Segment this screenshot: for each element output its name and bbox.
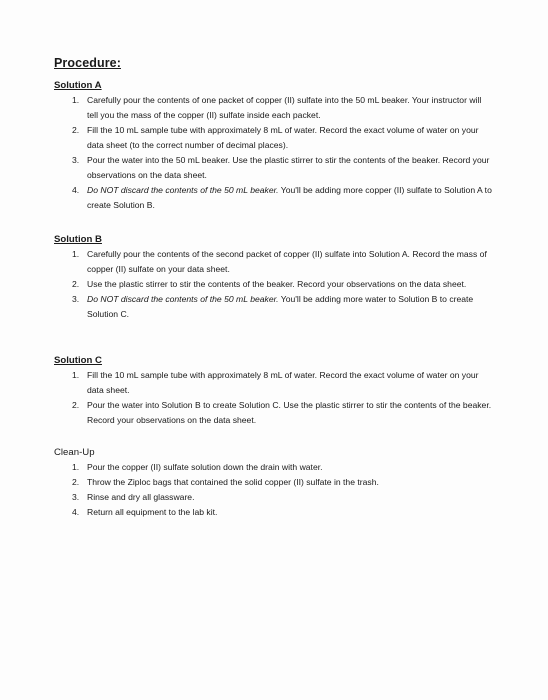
step-number: 3.	[72, 492, 80, 502]
step-item	[54, 153, 494, 183]
step-item	[54, 247, 494, 277]
section-heading-solution-a: Solution A	[54, 80, 102, 91]
step-number: 1.	[72, 462, 80, 472]
section-heading-clean-up: Clean-Up	[54, 447, 95, 458]
step-item	[54, 475, 494, 490]
step-text: Pour the water into Solution B to create Solution C. Use the plastic stirrer to stir the contents of the beaker. Record your observations on the data sheet.	[87, 400, 492, 425]
step-number: 1.	[72, 370, 80, 380]
step-item	[54, 460, 494, 475]
step-text: Fill the 10 mL sample tube with approximately 8 mL of water. Record the exact volume of water on your data sheet.	[87, 370, 479, 395]
page-title: Procedure:	[54, 56, 121, 70]
step-number: 2.	[72, 279, 80, 289]
steps-list-clean-up	[54, 460, 494, 520]
step-item	[54, 183, 494, 213]
section-solution-c	[54, 355, 494, 428]
step-text: Rinse and dry all glassware.	[87, 492, 195, 502]
step-number: 4.	[72, 507, 80, 517]
step-number: 2.	[72, 477, 80, 487]
section-clean-up	[54, 447, 494, 520]
step-number: 1.	[72, 249, 80, 259]
step-item	[54, 277, 494, 292]
section-solution-a	[54, 80, 494, 213]
step-item	[54, 490, 494, 505]
step-text: You'll be adding more copper (II) sulfate to Solution A to create Solution B.	[87, 185, 492, 210]
step-item	[54, 505, 494, 520]
step-text: Carefully pour the contents of the second packet of copper (II) sulfate into Solution A. Record the mass of copper (II) sulfate on your data sheet.	[87, 249, 487, 274]
step-text: Pour the copper (II) sulfate solution down the drain with water.	[87, 462, 323, 472]
section-heading-solution-c: Solution C	[54, 355, 102, 366]
step-item	[54, 123, 494, 153]
section-heading-solution-b: Solution B	[54, 234, 102, 245]
step-text: Use the plastic stirrer to stir the contents of the beaker. Record your observations on the data sheet.	[87, 279, 467, 289]
steps-list-solution-c	[54, 368, 494, 428]
step-number: 3.	[72, 294, 80, 304]
step-warning-italic: Do NOT discard the contents of the 50 mL beaker.	[87, 294, 279, 304]
step-text: Carefully pour the contents of one packet of copper (II) sulfate into the 50 mL beaker. Your instructor will tell you the mass of the copper (II) sulfate inside each packet.	[87, 95, 482, 120]
step-item	[54, 93, 494, 123]
step-text: You'll be adding more water to Solution B to create Solution C.	[87, 294, 474, 319]
step-text: Return all equipment to the lab kit.	[87, 507, 218, 517]
step-number: 3.	[72, 155, 80, 165]
step-text: Fill the 10 mL sample tube with approximately 8 mL of water. Record the exact volume of water on your data sheet (to the correct number of decimal places).	[87, 125, 479, 150]
step-text: Throw the Ziploc bags that contained the solid copper (II) sulfate in the trash.	[87, 477, 379, 487]
step-number: 4.	[72, 185, 80, 195]
step-number: 2.	[72, 125, 80, 135]
step-warning-italic: Do NOT discard the contents of the 50 mL beaker.	[87, 185, 279, 195]
steps-list-solution-b	[54, 247, 494, 322]
step-item	[54, 292, 494, 322]
step-item	[54, 398, 494, 428]
step-item	[54, 368, 494, 398]
section-solution-b	[54, 234, 494, 322]
steps-list-solution-a	[54, 93, 494, 213]
step-text: Pour the water into the 50 mL beaker. Use the plastic stirrer to stir the contents of the beaker. Record your observations on the data sheet.	[87, 155, 490, 180]
step-number: 2.	[72, 400, 80, 410]
step-number: 1.	[72, 95, 80, 105]
